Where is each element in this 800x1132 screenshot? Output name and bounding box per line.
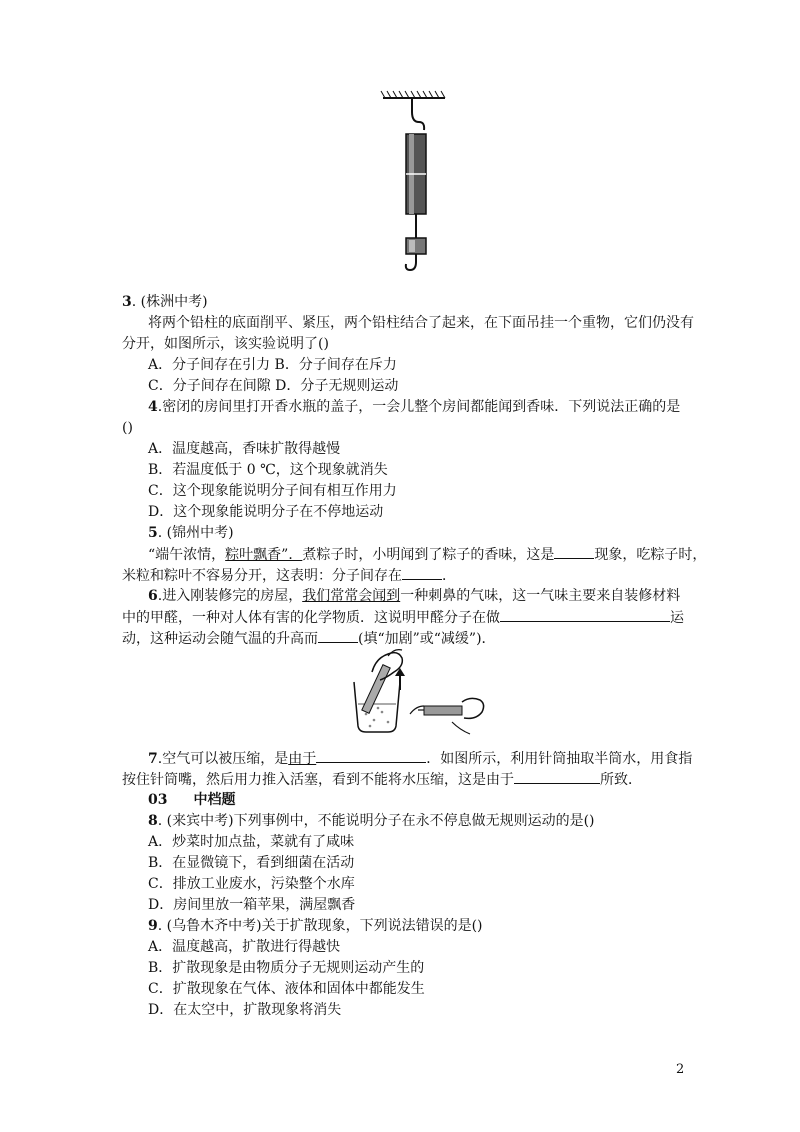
q7-stem-line2: 按住针筒嘴，然后用力推入活塞，看到不能将水压缩，这是由于 [122,772,514,788]
q8-option-c: C．排放工业废水，污染整个水库 [148,876,355,892]
q8-option-d: D．房间里放一箱苹果，满屋飘香 [148,897,356,913]
question-number: 8 [148,813,158,829]
q6-stem-cont: 一种刺鼻的气味，这一气味主要来自装修材料 [400,588,681,604]
blank-field[interactable] [318,628,358,643]
q8-text [148,811,595,831]
q8-stem: . (来宾中考)下列事例中，不能说明分子在永不停息做无规则运动的是() [157,813,595,829]
q5-stem-line2: 米粒和粽叶不容易分开，这表明：分子间存在 [122,568,402,584]
q5-end: ． [442,568,456,584]
q9-stem: . (乌鲁木齐中考)关于扩散现象，下列说法错误的是() [157,918,483,934]
q9-option-b: B．扩散现象是由物质分子无规则运动产生的 [148,960,425,976]
q3-text-line1: 将两个铅柱的底面削平、紧压，两个铅柱结合了起来，在下面吊挂一个重物，它们仍没有 [148,315,694,331]
q7-end: 所致． [600,772,642,788]
question-number: 3 [122,294,132,310]
q5-header [148,523,234,543]
blank-field[interactable] [316,748,426,763]
q4-option-c: C．这个现象能说明分子间有相互作用力 [148,483,397,499]
q6-text-line1 [148,586,680,606]
question-number: 7 [148,751,158,767]
question-number: 4 [148,399,158,415]
q5-link[interactable]: 粽叶飘香”． [225,547,303,563]
blank-field[interactable] [514,769,600,784]
q3-options-ab: A．分子间存在引力 B．分子间存在斥力 [148,357,397,373]
question-number: 9 [148,918,158,934]
q9-option-d: D．在太空中，扩散现象将消失 [148,1002,342,1018]
q8-option-b: B．在显微镜下，看到细菌在活动 [148,855,355,871]
q4-option-d: D．这个现象能说明分子在不停地运动 [148,504,384,520]
q5-stem-cont: 现象，吃粽子时， [594,547,707,563]
blank-field[interactable] [402,565,442,580]
section-title: 中档题 [193,792,236,808]
question-source: . (锦州中考) [157,525,234,541]
q4-text-line1 [148,397,680,417]
q6-end: (填“加剧”或“减缓”)． [358,631,496,647]
page-number: 2 [676,1062,685,1077]
q7-stem-cont: ．如图所示，利用针筒抽取半筒水，用食指 [426,751,693,767]
q5-quote: “端午浓情， [148,547,226,563]
question-number: 6 [148,588,158,604]
q9-option-a: A．温度越高，扩散进行得越快 [148,939,341,955]
q7-text-line2 [122,769,642,790]
q5-text-line1 [148,544,706,565]
q9-text [148,916,483,936]
q4-option-a: A．温度越高，香味扩散得越慢 [148,441,341,457]
q7-text-line1 [148,748,692,769]
q3-text-line2: 分开，如图所示，该实验说明了() [122,336,329,352]
q6-cont: 运 [670,610,684,626]
blank-field[interactable] [554,544,594,559]
q8-option-a: A．炒菜时加点盐，菜就有了咸味 [148,834,355,850]
q3-options-cd: C．分子间存在间隙 D．分子无规则运动 [148,378,399,394]
q5-stem: 煮粽子时，小明闻到了粽子的香味，这是 [302,547,555,563]
q6-text-line2 [122,607,684,628]
q6-stem-line2: 中的甲醛，一种对人体有害的化学物质．这说明甲醛分子在做 [122,610,500,626]
q6-link[interactable]: 我们常常会闻到 [302,588,401,604]
q4-stem: .密闭的房间里打开香水瓶的盖子，一会儿整个房间都能闻到香味．下列说法正确的是 [157,399,681,415]
q7-link[interactable]: 由于 [288,751,317,767]
q6-stem: .进入刚装修完的房屋， [157,588,303,604]
section-number: 03 [148,792,168,808]
q4-text-line2: () [122,420,133,436]
question-number: 5 [148,525,158,541]
section-heading [148,790,235,810]
q6-stem-line3: 动，这种运动会随气温的升高而 [122,631,318,647]
q4-option-b: B．若温度低于 0 ℃，这个现象就消失 [148,462,388,478]
q7-stem: .空气可以被压缩，是 [157,751,289,767]
lead-cylinder-figure [375,88,455,278]
q5-text-line2 [122,565,456,586]
blank-field[interactable] [500,607,670,622]
q3-header [122,292,208,312]
syringe-beaker-figure [348,644,488,736]
q9-option-c: C．扩散现象在气体、液体和固体中都能发生 [148,981,425,997]
question-source: . (株洲中考) [131,294,208,310]
